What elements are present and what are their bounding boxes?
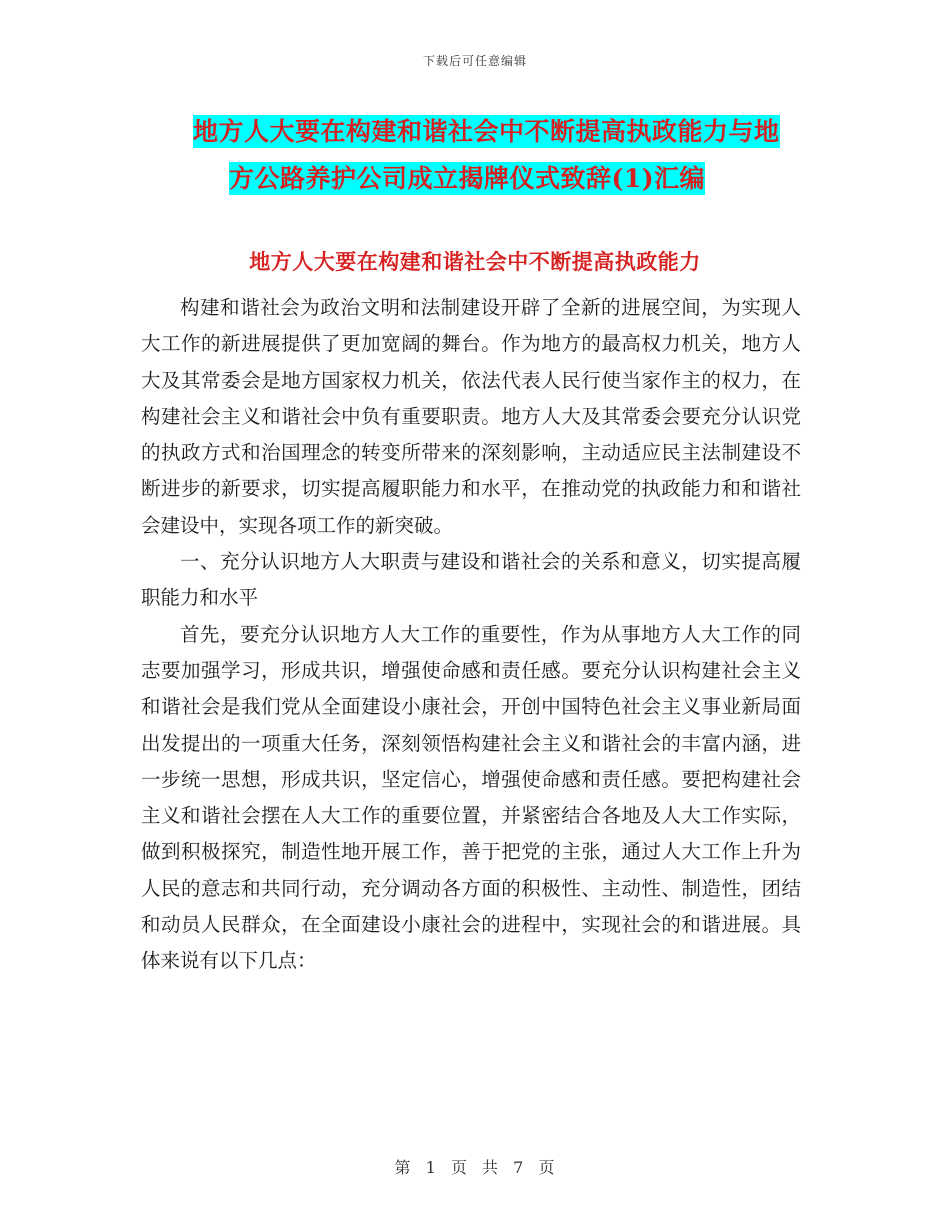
footer-page-word: 页 xyxy=(450,1158,468,1177)
document-title-line-1: 地方人大要在构建和谐社会中不断提高执政能力与地 xyxy=(193,117,780,146)
footer-suffix: 页 xyxy=(538,1158,556,1177)
body-paragraph: 一、充分认识地方人大职责与建设和谐社会的关系和意义，切实提高履职能力和水平 xyxy=(141,550,801,610)
footer-total-label: 共 xyxy=(482,1158,500,1177)
document-title xyxy=(193,108,813,202)
section-title: 地方人大要在构建和谐社会中不断提高执政能力 xyxy=(249,249,701,274)
footer-prefix: 第 xyxy=(394,1158,412,1177)
body-paragraph: 首先，要充分认识地方人大工作的重要性，作为从事地方人大工作的同志要加强学习，形成共识，增强使命感和责任感。要充分认识构建社会主义和谐社会是我们党从全面建设小康社会，开创中国特色社会主义事业新局面出发提出的一项重大任务，深刻领悟构建社会主义和谐社会的丰富内涵，进一步统一思想，形成共识，坚定信心，增强使命感和责任感。要把构建社会主义和谐社会摆在人大工作的重要位置，并紧密结合各地及人大工作实际，做到积极探究，制造性地开展工作，善于把党的主张，通过人大工作上升为人民的意志和共同行动，充分调动各方面的积极性、主动性、制造性，团结和动员人民群众，在全面建设小康社会的进程中，实现社会的和谐进展。具体来说有以下几点： xyxy=(141,622,801,973)
page-header-note: 下载后可任意编辑 xyxy=(422,54,527,68)
body-paragraph: 构建和谐社会为政治文明和法制建设开辟了全新的进展空间，为实现人大工作的新进展提供了更加宽阔的舞台。作为地方的最高权力机关，地方人大及其常委会是地方国家权力机关，依法代表人民行使当家作主的权力，在构建社会主义和谐社会中负有重要职责。地方人大及其常委会要充分认识党的执政方式和治国理念的转变所带来的深刻影响，主动适应民主法制建设不断进步的新要求，切实提高履职能力和水平，在推动党的执政能力和和谐社会建设中，实现各项工作的新突破。 xyxy=(141,296,801,537)
footer-current-page: 1 xyxy=(425,1158,437,1177)
document-title-line-2: 方公路养护公司成立揭牌仪式致辞(1)汇编 xyxy=(229,164,706,193)
footer-total-pages: 7 xyxy=(513,1158,525,1177)
document-body xyxy=(141,290,801,980)
page-footer xyxy=(0,1155,950,1178)
